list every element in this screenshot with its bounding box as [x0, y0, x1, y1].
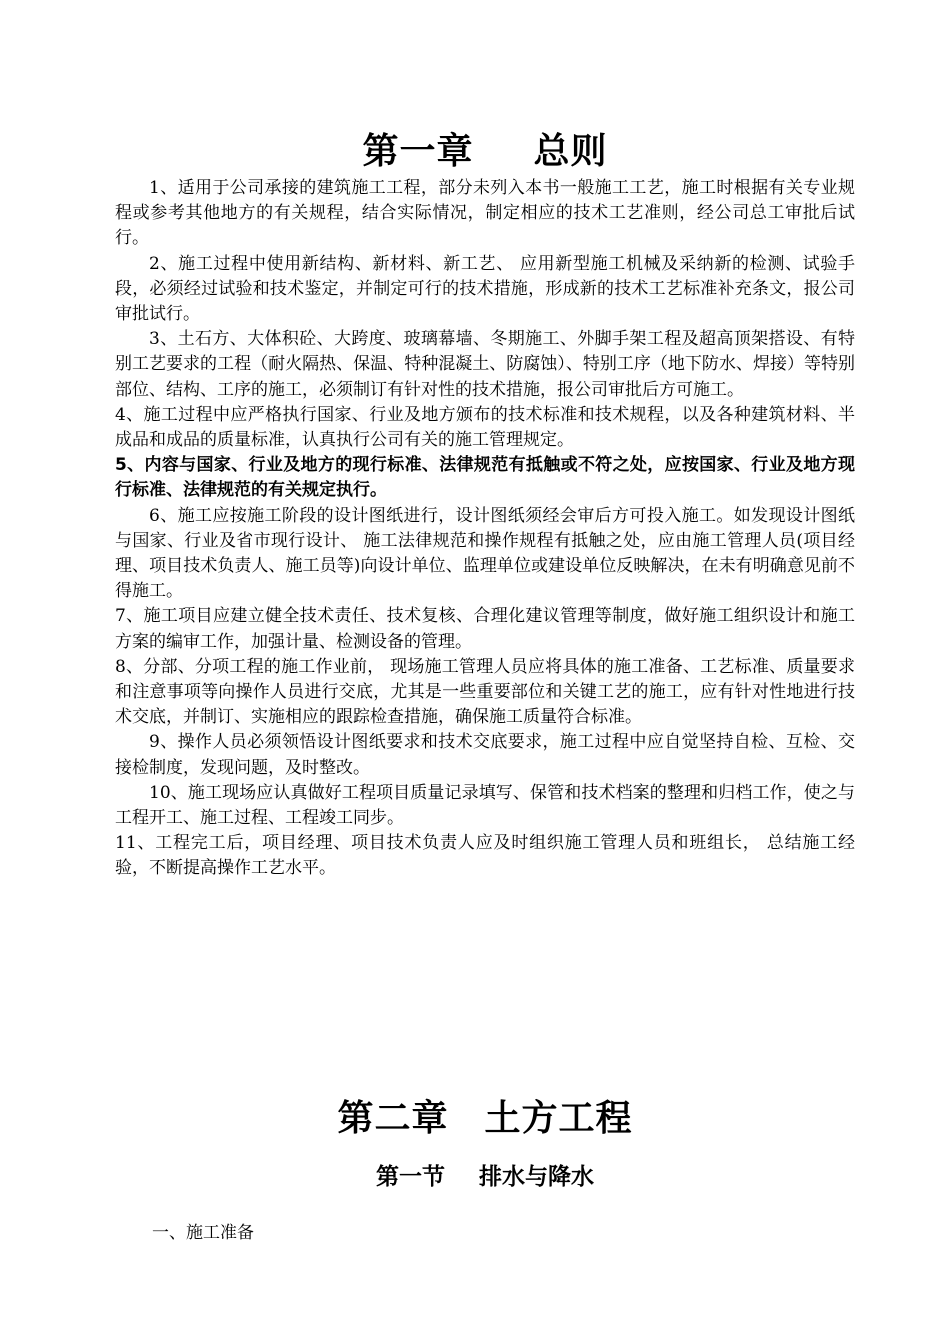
paragraph-4: 4、施工过程中应严格执行国家、行业及地方颁布的技术标准和技术规程，以及各种建筑材料、半成品和成品的质量标准，认真执行公司有关的施工管理规定。	[115, 404, 855, 451]
paragraph-6: 6、施工应按施工阶段的设计图纸进行，设计图纸须经会审后方可投入施工。如发现设计图纸与国家、行业及省市现行设计、 施工法律规范和操作规程有抵触之处，应由施工管理人员(项目经理、项目技术负责人、施工员等)向设计单位、监理单位或建设单位反映解决，在未有明确意见前不得施工。	[115, 505, 855, 602]
paragraph-2: 2、施工过程中使用新结构、新材料、新工艺、 应用新型施工机械及采纳新的检测、试验手段，必须经过试验和技术鉴定，并制定可行的技术措施，形成新的技术工艺标准补充条文，报公司审批试行。	[115, 253, 855, 325]
paragraph-1: 1、适用于公司承接的建筑施工工程，部分未列入本书一般施工工艺，施工时根据有关专业规程或参考其他地方的有关规程，结合实际情况，制定相应的技术工艺准则，经公司总工审批后试行。	[115, 178, 855, 249]
section-1-heading	[115, 1161, 855, 1193]
chapter-1-title: 总则	[533, 131, 608, 172]
paragraph-8: 8、分部、分项工程的施工作业前， 现场施工管理人员应将具体的施工准备、工艺标准、质量要求和注意事项等向操作人员进行交底，尤其是一些重要部位和关键工艺的施工，应有针对性地进行技术交底，并制订、实施相应的跟踪检查措施，确保施工质量符合标准。	[115, 656, 855, 728]
section-1-title: 排水与降水	[479, 1164, 594, 1190]
chapter-2-label: 第二章	[337, 1098, 449, 1139]
paragraph-9: 9、操作人员必须领悟设计图纸要求和技术交底要求，施工过程中应自觉坚持自检、互检、交接检制度，发现问题，及时整改。	[115, 732, 855, 778]
chapter-2-heading	[115, 1095, 855, 1143]
subheading-preparation: 一、施工准备	[152, 1223, 254, 1243]
paragraph-7: 7、施工项目应建立健全技术责任、技术复核、合理化建议管理等制度，做好施工组织设计和施工方案的编审工作，加强计量、检测设备的管理。	[115, 606, 855, 652]
chapter-1	[115, 128, 855, 882]
chapter-2	[115, 1095, 855, 1193]
paragraph-5: 5、内容与国家、行业及地方的现行标准、法律规范有抵触或不符之处，应按国家、行业及地方现行标准、法律规范的有关规定执行。	[115, 455, 855, 501]
paragraph-10: 10、施工现场应认真做好工程项目质量记录填写、保管和技术档案的整理和归档工作，使之与工程开工、施工过程、工程竣工同步。	[115, 782, 855, 829]
chapter-1-heading	[115, 128, 855, 176]
section-1-label: 第一节	[376, 1164, 445, 1190]
paragraph-11: 11、工程完工后，项目经理、项目技术负责人应及时组织施工管理人员和班组长， 总结施工经验，不断提高操作工艺水平。	[115, 833, 855, 879]
chapter-2-title: 土方工程	[484, 1098, 633, 1139]
chapter-1-label: 第一章	[362, 131, 474, 172]
paragraph-3: 3、土石方、大体积砼、大跨度、玻璃幕墙、冬期施工、外脚手架工程及超高顶架搭设、有特别工艺要求的工程（耐火隔热、保温、特种混凝土、防腐蚀）、特别工序（地下防水、焊接）等特别部位、结构、工序的施工，必须制订有针对性的技术措施，报公司审批后方可施工。	[115, 329, 855, 400]
